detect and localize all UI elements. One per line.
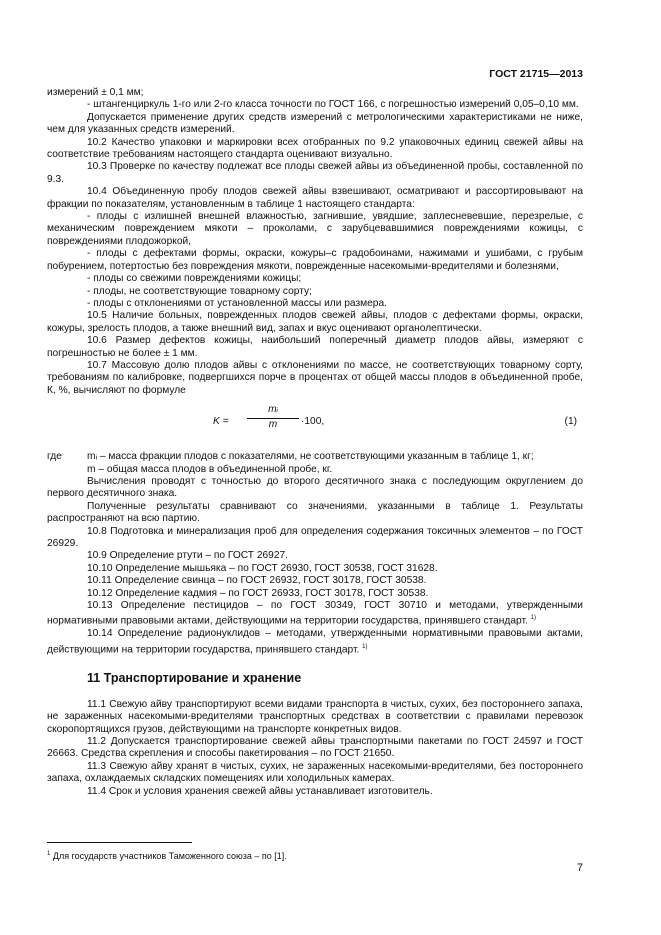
paragraph: Допускается применение других средств измерений с метрологическими характеристиками не ниже, чем для указанных средств измерений. bbox=[47, 111, 583, 136]
paragraph: 10.9 Определение ртути – по ГОСТ 26927. bbox=[87, 550, 289, 562]
formula-legend bbox=[47, 451, 583, 476]
footnote-reference: 1) bbox=[362, 643, 368, 650]
formula-multiplier: ·100, bbox=[301, 416, 325, 428]
paragraph-with-footnote bbox=[47, 600, 583, 628]
list-item: - плоды со свежими повреждениями кожицы; bbox=[87, 273, 302, 285]
page-number: 7 bbox=[576, 862, 583, 874]
paragraph: Вычисления проводят с точностью до второго десятичного знака с последующим округлением до первого десятичного знака. bbox=[47, 475, 583, 500]
formula-denominator: m bbox=[268, 418, 278, 430]
paragraph: 10.2 Качество упаковки и маркировки всех отобранных по 9.2 упаковочных единиц свежей айвы на соответствие требованиям настоящего стандарта оценивают визуально. bbox=[47, 136, 583, 161]
section-heading: 11 Транспортирование и хранение bbox=[87, 671, 302, 686]
paragraph-text: 10.14 Определение радионуклидов – методами, утвержденными нормативными правовыми актами, действующими на территории государства, принявшего стандарт. bbox=[47, 628, 583, 656]
paragraph-with-footnote bbox=[47, 628, 583, 656]
legend-line: mᵢ – масса фракции плодов с показателями, не соответствующими указанным в таблице 1, кг; bbox=[87, 451, 534, 463]
footnote-text: Для государств участников Таможенного союза – по [1]. bbox=[50, 851, 287, 861]
paragraph: 10.6 Размер дефектов кожицы, наибольший поперечный диаметр плодов айвы, измеряют с погрешностью не более ± 1 мм. bbox=[47, 335, 583, 359]
footnote-divider bbox=[47, 842, 192, 843]
paragraph: 10.7 Массовую долю плодов айвы с отклонениями по массе, не соответствующих товарному сорту, требованиям по калибровке, подвергшихся порче в процентах от общей массы плодов в объединенной пробе, К, %, вычисляют по формуле bbox=[47, 359, 583, 396]
paragraph: измерений ± 0,1 мм; bbox=[47, 87, 144, 98]
list-item: - плоды с излишней внешней влажностью, загнившие, увядшие, заплесневевшие, перезрелые, с механическим повреждением мякоти – проколами, с зарубцевавшимися повреждениями кожицы, с повреждениями плодожоркой, bbox=[47, 211, 583, 247]
legend-line: m – общая масса плодов в объединенной пробе, кг. bbox=[87, 463, 333, 475]
page-body bbox=[47, 87, 583, 798]
paragraph: 10.10 Определение мышьяка – по ГОСТ 26930, ГОСТ 30538, ГОСТ 31628. bbox=[87, 562, 438, 574]
paragraph: 11.4 Срок и условия хранения свежей айвы устанавливает изготовитель. bbox=[87, 785, 433, 797]
formula-numerator: mᵢ bbox=[247, 404, 299, 418]
paragraph: 10.3 Проверке по качеству подлежат все плоды свежей айвы из объединенной пробы, составленной по 9.3. bbox=[47, 161, 583, 185]
footnote-mark: 1 bbox=[47, 851, 51, 857]
paragraph: Полученные результаты сравнивают со значениями, указанными в таблице 1. Результаты распространяют на всю партию. bbox=[47, 500, 583, 525]
formula-fraction bbox=[247, 404, 299, 431]
paragraph: 11.1 Свежую айву транспортируют всеми видами транспорта в чистых, сухих, без постороннего запаха, не зараженных насекомыми-вредителями транспортных средствах в соответствии с правилами перевозок скоропортящихся грузов, действующими на транспорте конкретных видов. bbox=[47, 698, 583, 735]
paragraph: 10.4 Объединенную пробу плодов свежей айвы взвешивают, осматривают и рассортировывают на фракции по показателям, установленным в таблице 1 настоящего стандарта: bbox=[47, 186, 583, 210]
list-item: - плоды с дефектами формы, окраски, кожуры–с градобоинами, нажимами и ушибами, с грубым побурением, потертостью без повреждения мякоти, поврежденные насекомыми-вредителями и болезнями, bbox=[47, 248, 583, 272]
document-code: ГОСТ 21715—2013 bbox=[489, 68, 583, 80]
formula-1 bbox=[47, 403, 583, 447]
paragraph: 10.12 Определение кадмия – по ГОСТ 26933, ГОСТ 30178, ГОСТ 30538. bbox=[87, 587, 429, 599]
paragraph: 10.5 Наличие больных, поврежденных плодов свежей айвы, плодов с дефектами формы, окраски, кожуры, зрелость плодов, а также внешний вид, запах и вкус оценивают органолептически. bbox=[47, 310, 583, 334]
paragraph-text: 10.13 Определение пестицидов – по ГОСТ 30349, ГОСТ 30710 и методами, утвержденными нормативными правовыми актами, действующими на территории государства, принявшего стандарт. bbox=[47, 600, 583, 627]
equation-number: (1) bbox=[564, 416, 577, 428]
footnote-reference: 1) bbox=[530, 615, 537, 622]
formula-lhs: K = bbox=[213, 416, 229, 428]
paragraph: 10.8 Подготовка и минерализация проб для определения содержания токсичных элементов – по ГОСТ 26929. bbox=[47, 525, 583, 549]
list-item: - плоды с отклонениями от установленной массы или размера. bbox=[87, 297, 387, 309]
footnote bbox=[47, 848, 287, 862]
paragraph: 11.2 Допускается транспортирование свежей айвы транспортными пакетами по ГОСТ 24597 и ГОСТ 26663. Средства скрепления и способы пакетирования – по ГОСТ 21650. bbox=[47, 736, 583, 760]
list-item: - плоды, не соответствующие товарному сорту; bbox=[87, 285, 312, 297]
paragraph: 11.3 Свежую айву хранят в чистых, сухих, не зараженных насекомыми-вредителями, без постороннего запаха, охлаждаемых складских помещениях или холодильных камерах. bbox=[47, 760, 583, 785]
paragraph: - штангенциркуль 1-го или 2-го класса точности по ГОСТ 166, с погрешностью измерений 0,05–0,10 мм. bbox=[87, 99, 579, 111]
paragraph: 10.11 Определение свинца – по ГОСТ 26932, ГОСТ 30178, ГОСТ 30538. bbox=[87, 575, 427, 587]
legend-label: где bbox=[47, 451, 62, 463]
